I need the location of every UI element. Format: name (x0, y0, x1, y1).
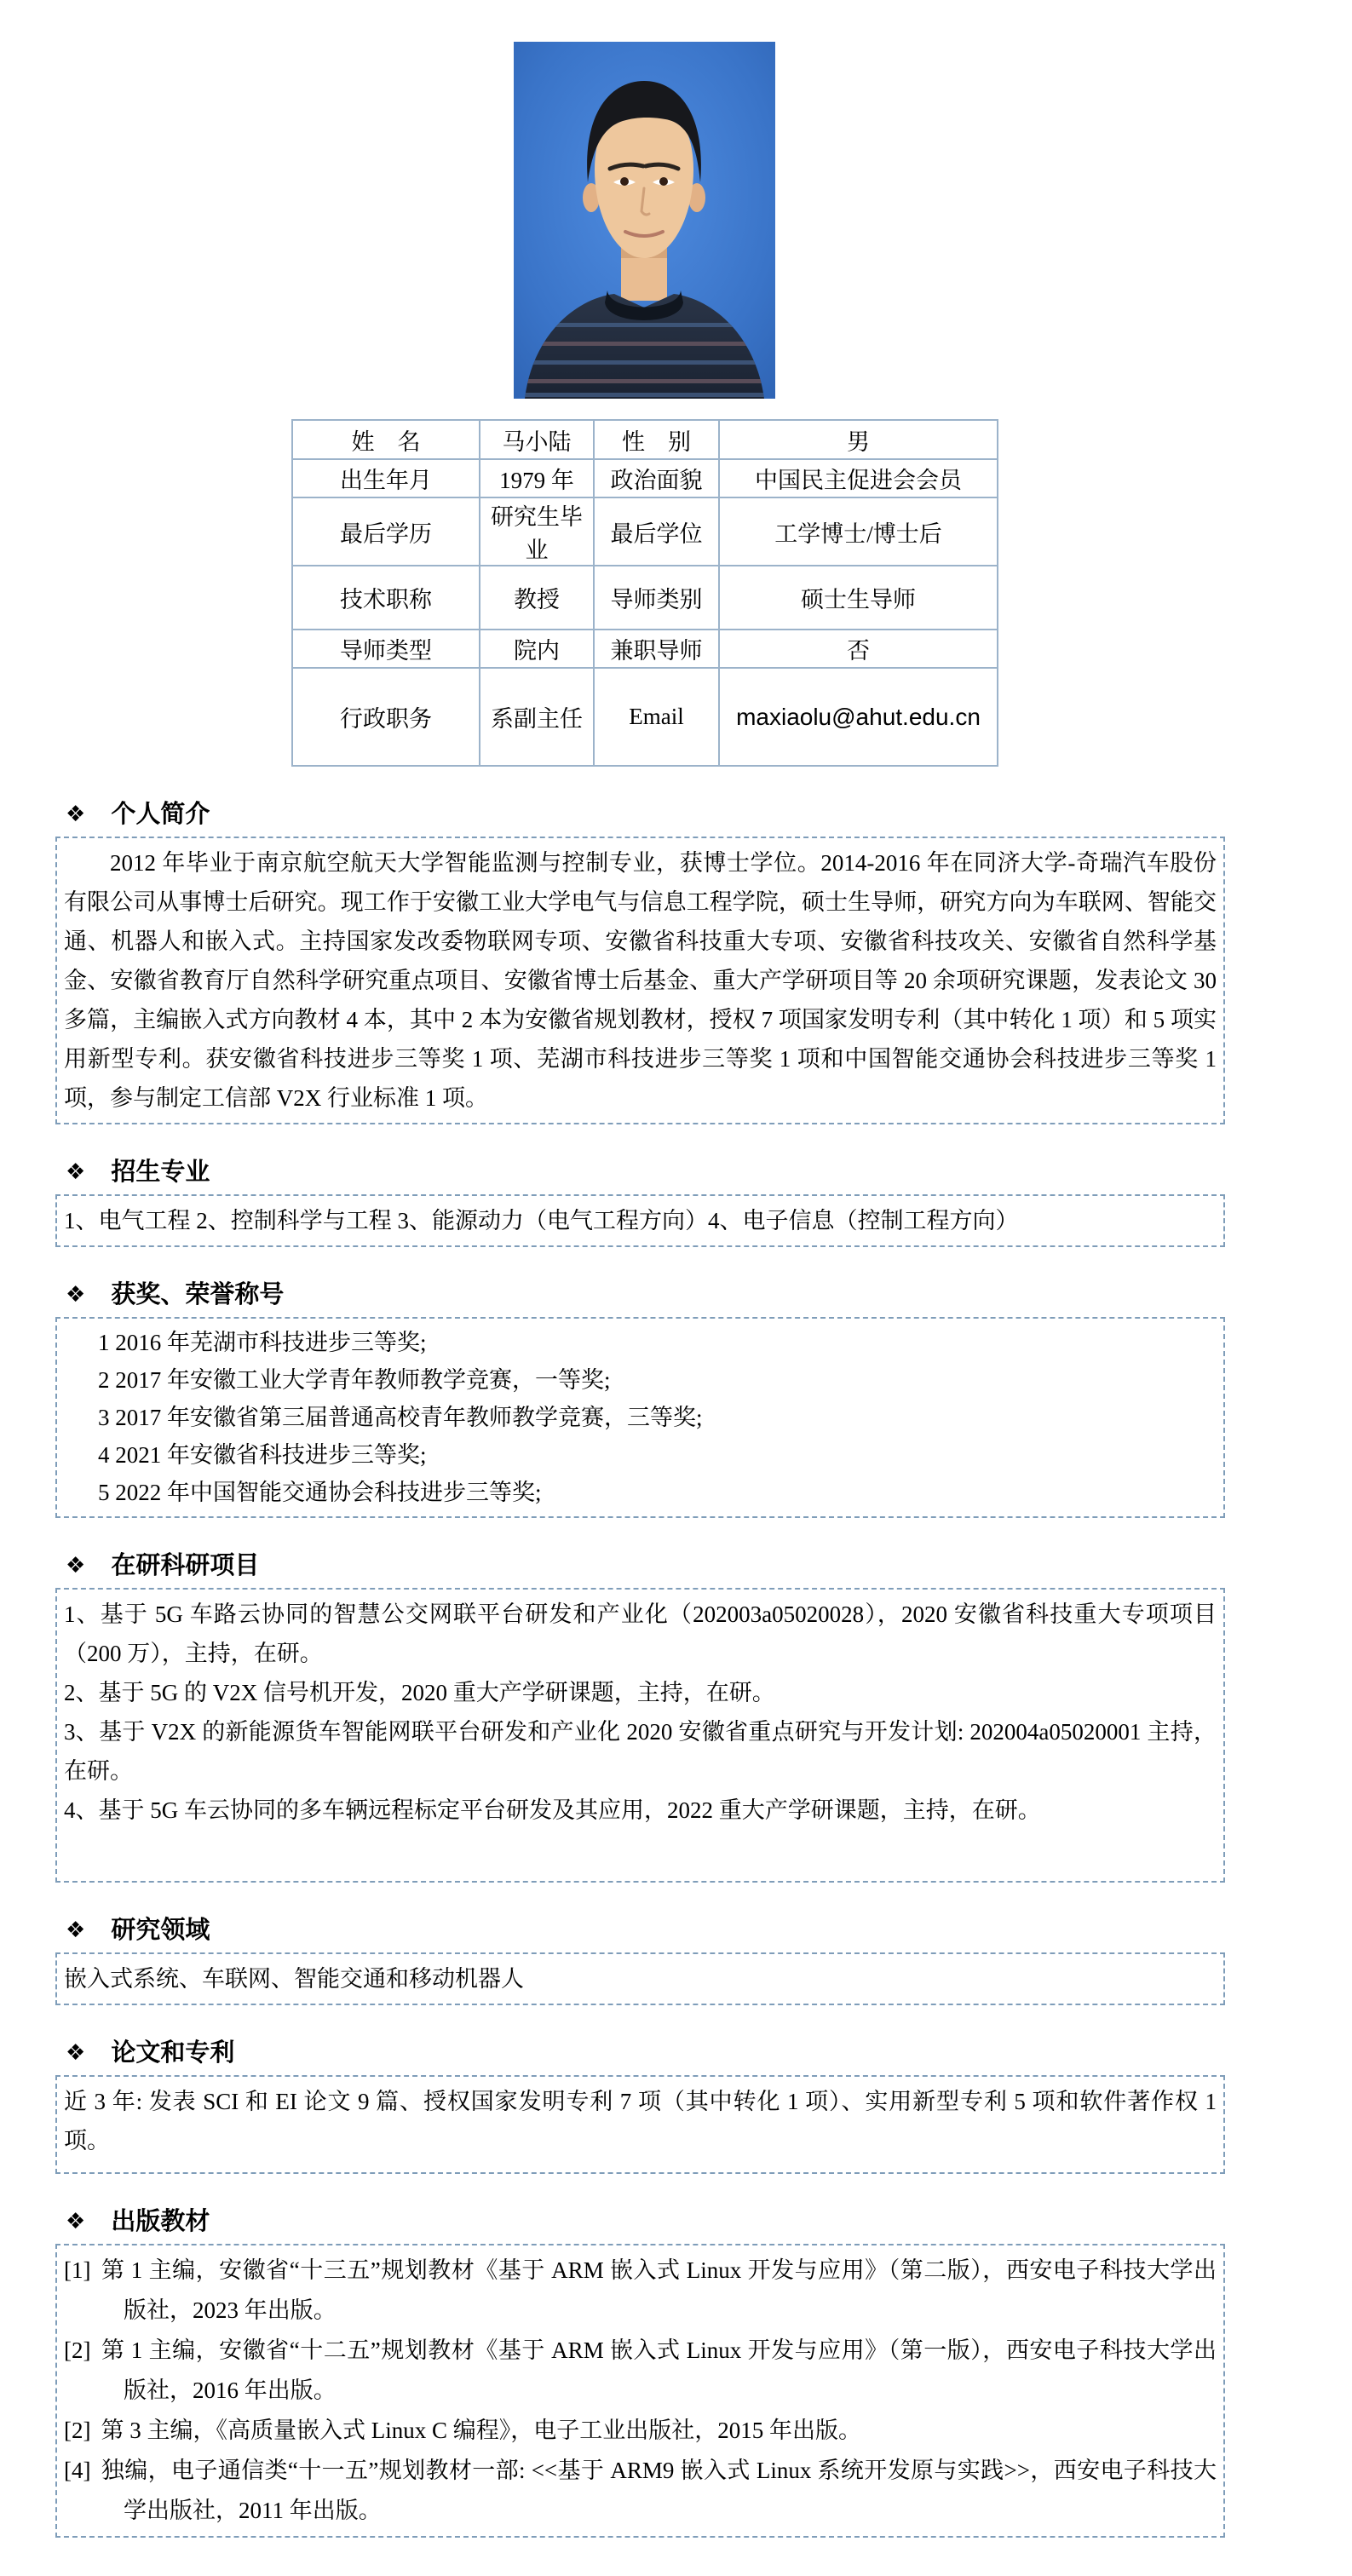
field-value: 教授 (480, 566, 594, 630)
section-header (55, 1155, 1225, 1189)
project-item: 3、基于 V2X 的新能源货车智能网联平台研发和产业化 2020 安徽省重点研究与开发计划: 202004a05020001 主持，在研。 (64, 1719, 1217, 1784)
basic-info-table (291, 419, 998, 767)
section-research-fields (55, 1913, 1225, 2005)
diamond-bullet-icon: ❖ (66, 1282, 86, 1308)
book-item (64, 2451, 1217, 2531)
table-row (292, 497, 998, 566)
field-label: 导师类型 (292, 630, 480, 668)
book-item (64, 2251, 1217, 2331)
section-title: 在研科研项目 (111, 1552, 260, 1579)
field-label: 出生年月 (292, 459, 480, 497)
project-item: 1、基于 5G 车路云协同的智慧公交网联平台研发和产业化（202003a05020028），2020 安徽省科技重大专项项目（200 万），主持，在研。 (64, 1601, 1217, 1666)
field-value: 否 (719, 630, 998, 668)
section-header (55, 2036, 1225, 2070)
section-intro (55, 797, 1225, 1124)
field-label: 最后学位 (594, 497, 719, 566)
section-projects (55, 1549, 1225, 1883)
field-label: 技术职称 (292, 566, 480, 630)
section-box (55, 1588, 1225, 1883)
field-label: 最后学历 (292, 497, 480, 566)
section-title: 研究领域 (111, 1917, 210, 1944)
email-address: maxiaolu@ahut.edu.cn (736, 703, 981, 730)
section-papers-patents (55, 2036, 1225, 2174)
section-title: 个人简介 (111, 801, 210, 828)
section-header (55, 1278, 1225, 1312)
field-value-email (719, 668, 998, 766)
profile-photo (514, 0, 775, 399)
field-value: 研究生毕业 (480, 497, 594, 566)
table-row (292, 420, 998, 459)
diamond-bullet-icon: ❖ (66, 2209, 86, 2234)
award-item: 5 2022 年中国智能交通协会科技进步三等奖; (98, 1480, 542, 1505)
book-item (64, 2331, 1217, 2411)
section-title: 论文和专利 (111, 2039, 235, 2067)
field-value: 中国民主促进会会员 (719, 459, 998, 497)
intro-paragraph: 2012 年毕业于南京航空航天大学智能监测与控制专业，获博士学位。2014-2016 年在同济大学-奇瑞汽车股份有限公司从事博士后研究。现工作于安徽工业大学电气与信息工程学院，硕士生导师，研究方向为车联网、智能交通、机器人和嵌入式。主持国家发改委物联网专项、安徽省科技重大专项、安徽省科技攻关、安徽省自然科学基金、安徽省教育厅自然科学研究重点项目、安徽省博士后基金、重大产学研项目等 20 余项研究课题，发表论文 30 多篇，主编嵌入式方向教材 4 本，其中 2 本为安徽省规划教材，授权 7 项国家发明专利（其中转化 1 项）和 5 项实用新型专利。获安徽省科技进步三等奖 1 项、芜湖市科技进步三等奖 1 项和中国智能交通协会科技进步三等奖 1 项，参与制定工信部 V2X 行业标准 1 项。 (64, 850, 1217, 1111)
section-admission-majors (55, 1155, 1225, 1247)
section-textbooks (55, 2205, 1225, 2538)
section-header (55, 1549, 1225, 1583)
table-row (292, 668, 998, 766)
award-item: 4 2021 年安徽省科技进步三等奖; (98, 1442, 427, 1468)
field-value: 工学博士/博士后 (719, 497, 998, 566)
award-item: 3 2017 年安徽省第三届普通高校青年教师教学竞赛，三等奖; (98, 1405, 703, 1430)
sections-area (55, 797, 1225, 2576)
field-label: 姓 名 (292, 420, 480, 459)
diamond-bullet-icon: ❖ (66, 1553, 86, 1578)
field-value: 男 (719, 420, 998, 459)
section-box (55, 1952, 1225, 2005)
papers-line: 近 3 年: 发表 SCI 和 EI 论文 9 篇、授权国家发明专利 7 项（其中转化 1 项）、实用新型专利 5 项和软件著作权 1 项。 (64, 2089, 1217, 2153)
diamond-bullet-icon: ❖ (66, 2040, 86, 2066)
book-item (64, 2411, 1217, 2451)
award-item: 2 2017 年安徽工业大学青年教师教学竞赛，一等奖; (98, 1367, 611, 1393)
book-ref-number: [2] (64, 2337, 91, 2363)
section-box (55, 2244, 1225, 2538)
section-header (55, 2205, 1225, 2239)
field-label: 兼职导师 (594, 630, 719, 668)
book-ref-number: [2] (64, 2418, 91, 2443)
diamond-bullet-icon: ❖ (66, 1159, 86, 1185)
field-label: 政治面貌 (594, 459, 719, 497)
book-ref-number: [1] (64, 2257, 91, 2283)
table-row (292, 566, 998, 630)
field-value: 1979 年 (480, 459, 594, 497)
section-box (55, 1317, 1225, 1518)
majors-line: 1、电气工程 2、控制科学与工程 3、能源动力（电气工程方向）4、电子信息（控制工程方向） (64, 1208, 1019, 1233)
field-label: 行政职务 (292, 668, 480, 766)
book-text: 第 1 主编，安徽省“十三五”规划教材《基于 ARM 嵌入式 Linux 开发与应用》（第二版），西安电子科技大学出版社，2023 年出版。 (101, 2257, 1217, 2323)
field-value: 系副主任 (480, 668, 594, 766)
profile-photo-image (514, 42, 775, 399)
section-header (55, 797, 1225, 831)
field-label: Email (594, 668, 719, 766)
section-box (55, 1194, 1225, 1247)
diamond-bullet-icon: ❖ (66, 1918, 86, 1943)
section-box (55, 837, 1225, 1124)
field-value: 院内 (480, 630, 594, 668)
section-title: 招生专业 (111, 1159, 210, 1186)
section-title: 出版教材 (111, 2208, 210, 2235)
field-label: 导师类别 (594, 566, 719, 630)
award-item: 1 2016 年芜湖市科技进步三等奖; (98, 1330, 427, 1355)
section-box (55, 2075, 1225, 2174)
research-fields-line: 嵌入式系统、车联网、智能交通和移动机器人 (64, 1966, 524, 1992)
book-ref-number: [4] (64, 2458, 91, 2483)
project-item: 2、基于 5G 的 V2X 信号机开发，2020 重大产学研课题，主持，在研。 (64, 1680, 775, 1705)
section-title: 获奖、荣誉称号 (111, 1281, 285, 1308)
section-header (55, 1913, 1225, 1947)
book-text: 第 1 主编，安徽省“十二五”规划教材《基于 ARM 嵌入式 Linux 开发与应用》（第一版），西安电子科技大学出版社，2016 年出版。 (101, 2337, 1217, 2403)
book-text: 第 3 主编，《高质量嵌入式 Linux C 编程》，电子工业出版社，2015 年出版。 (101, 2418, 861, 2443)
field-value: 硕士生导师 (719, 566, 998, 630)
table-row (292, 630, 998, 668)
field-label: 性 别 (594, 420, 719, 459)
project-item: 4、基于 5G 车云协同的多车辆远程标定平台研发及其应用，2022 重大产学研课题，主持，在研。 (64, 1797, 1041, 1823)
diamond-bullet-icon: ❖ (66, 802, 86, 827)
table-row (292, 459, 998, 497)
book-text: 独编，电子通信类“十一五”规划教材一部: <<基于 ARM9 嵌入式 Linux 系统开发原与实践>>，西安电子科技大学出版社，2011 年出版。 (101, 2458, 1217, 2523)
field-value: 马小陆 (480, 420, 594, 459)
section-awards (55, 1278, 1225, 1518)
